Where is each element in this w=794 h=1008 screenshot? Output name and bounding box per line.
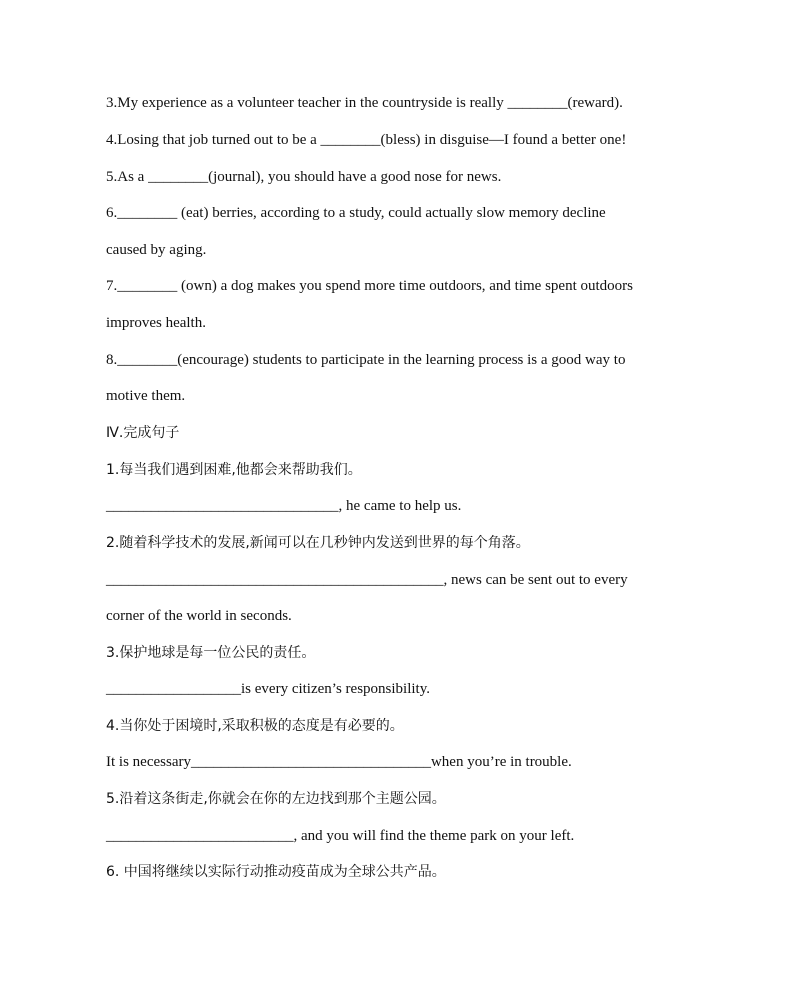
- sentence-1-answer-line: _______________________________, he came to help us.: [106, 498, 462, 514]
- sentence-5-prompt: 5.沿着这条街走,你就会在你的左边找到那个主题公园。: [106, 791, 446, 807]
- sentence-5-answer-line: _________________________, and you will find the theme park on your left.: [106, 828, 575, 844]
- sentence-3-answer-line: __________________is every citizen’s responsibility.: [106, 681, 430, 697]
- exercise-7-continuation: improves health.: [106, 315, 206, 331]
- exercise-6-continuation: caused by aging.: [106, 242, 207, 258]
- sentence-1-prompt: 1.每当我们遇到困难,他都会来帮助我们。: [106, 462, 362, 478]
- sentence-2-answer-line: _____________________________________________, news can be sent out to every: [106, 572, 628, 588]
- sentence-4-answer-line: It is necessary________________________________when you’re in trouble.: [106, 754, 572, 770]
- exercise-8-encourage: 8.________(encourage) students to participate in the learning process is a good way to: [106, 352, 626, 368]
- exercise-8-continuation: motive them.: [106, 388, 186, 404]
- exercise-6-eat: 6.________ (eat) berries, according to a study, could actually slow memory decline: [106, 205, 606, 221]
- exercise-3-reward: 3.My experience as a volunteer teacher in the countryside is really ________(reward).: [106, 95, 623, 111]
- sentence-2-prompt: 2.随着科学技术的发展,新闻可以在几秒钟内发送到世界的每个角落。: [106, 535, 530, 551]
- sentence-3-prompt: 3.保护地球是每一位公民的责任。: [106, 645, 316, 661]
- sentence-4-prompt: 4.当你处于困境时,采取积极的态度是有必要的。: [106, 718, 404, 734]
- exercise-5-journal: 5.As a ________(journal), you should have a good nose for news.: [106, 169, 502, 185]
- sentence-2-continuation: corner of the world in seconds.: [106, 608, 292, 624]
- exercise-7-own: 7.________ (own) a dog makes you spend more time outdoors, and time spent outdoors: [106, 278, 634, 294]
- sentence-6-prompt: 6. 中国将继续以实际行动推动疫苗成为全球公共产品。: [106, 864, 446, 880]
- exercise-4-bless: 4.Losing that job turned out to be a ________(bless) in disguise—I found a better one!: [106, 132, 627, 148]
- section-heading-complete-sentences: Ⅳ.完成句子: [106, 425, 180, 441]
